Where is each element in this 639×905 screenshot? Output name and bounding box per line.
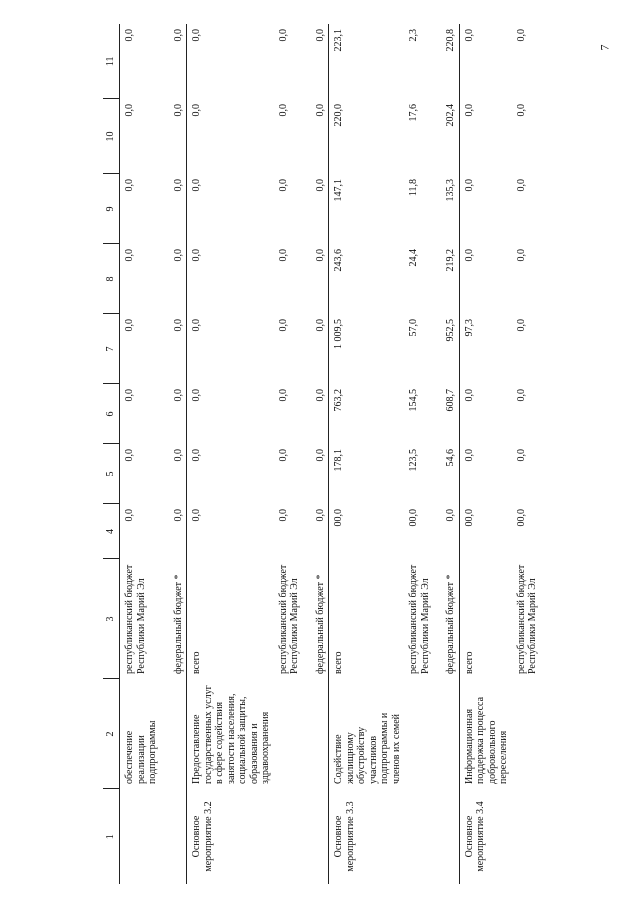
- col-header: 9: [103, 174, 120, 244]
- value-cell: 147,1: [329, 174, 405, 244]
- page-number: 7: [597, 44, 612, 51]
- value-cell: 0,0: [187, 504, 274, 559]
- table-row: [120, 24, 161, 884]
- measure-code-cell: [274, 789, 303, 884]
- funding-source-cell: всего: [329, 559, 405, 679]
- value-cell: 0,0: [124, 449, 135, 462]
- value-cell: 0,0: [515, 449, 527, 462]
- value-cell: 0,0: [314, 249, 326, 262]
- value-cell: 243,6: [329, 244, 405, 314]
- value-cell: 54,6: [445, 449, 456, 467]
- measure-name-cell: Содействие жилищному обустройству участников подпрограммы и членов их семей: [329, 679, 405, 789]
- value-cell: 00,0: [408, 509, 419, 527]
- measure-name-cell: [512, 679, 541, 789]
- value-cell: 0,0: [277, 449, 289, 462]
- measure-name-cell: [404, 679, 433, 789]
- value-cell: 952,5: [445, 319, 456, 342]
- value-cell: 0,0: [277, 509, 289, 522]
- funding-source-cell: федеральный бюджет *: [445, 574, 456, 674]
- value-cell: 0,0: [515, 29, 527, 42]
- table-row: [512, 24, 541, 884]
- value-cell: 0,0: [277, 249, 289, 262]
- measure-name-cell: Информационная поддержка процесса добровольного переселения: [459, 679, 512, 789]
- measure-name-cell: [433, 679, 459, 789]
- value-cell: 2,3: [408, 29, 419, 42]
- value-cell: 0,0: [172, 319, 184, 332]
- value-cell: 97,3: [459, 314, 512, 384]
- measure-name-cell: Предоставление государственных услуг в сфере содействия занятости населения, социальной защиты, образования и здравоохранения: [187, 679, 274, 789]
- value-cell: 0,0: [314, 449, 326, 462]
- value-cell: 0,0: [314, 104, 326, 117]
- table-row: [303, 24, 329, 884]
- table-row: [329, 24, 405, 884]
- value-cell: 0,0: [124, 319, 135, 332]
- table-row: [459, 24, 512, 884]
- value-cell: 00,0: [329, 504, 405, 559]
- funding-source-cell: всего: [459, 559, 512, 679]
- measure-code-cell: Основное мероприятие 3.2: [187, 789, 274, 884]
- value-cell: 0,0: [124, 104, 135, 117]
- value-cell: 0,0: [277, 319, 289, 332]
- measure-code-cell: Основное мероприятие 3.4: [459, 789, 512, 884]
- table-row: [274, 24, 303, 884]
- value-cell: 0,0: [172, 449, 184, 462]
- value-cell: 0,0: [515, 249, 527, 262]
- value-cell: 0,0: [187, 174, 274, 244]
- measure-code-cell: [512, 789, 541, 884]
- col-header: 11: [103, 24, 120, 99]
- table-row: [187, 24, 274, 884]
- col-header: 8: [103, 244, 120, 314]
- measure-code-cell: [120, 789, 161, 884]
- value-cell: 0,0: [124, 29, 135, 42]
- value-cell: 0,0: [314, 389, 326, 402]
- measure-name-cell: обеспечение реализации подпрограммы: [124, 720, 158, 784]
- table-row: [404, 24, 433, 884]
- value-cell: 0,0: [172, 104, 184, 117]
- value-cell: 223,1: [329, 24, 405, 99]
- table-row: [161, 24, 187, 884]
- value-cell: 0,0: [124, 179, 135, 192]
- value-cell: 178,1: [329, 444, 405, 504]
- funding-source-cell: республиканский бюджет Республики Марий Эл: [515, 564, 538, 674]
- value-cell: 202,4: [445, 104, 456, 127]
- funding-source-cell: республиканский бюджет Республики Марий Эл: [408, 564, 431, 674]
- value-cell: 24,4: [408, 249, 419, 267]
- value-cell: 608,7: [445, 389, 456, 412]
- value-cell: 0,0: [515, 179, 527, 192]
- value-cell: 0,0: [172, 179, 184, 192]
- funding-source-cell: всего: [187, 559, 274, 679]
- value-cell: 17,6: [408, 104, 419, 122]
- value-cell: 154,5: [408, 389, 419, 412]
- value-cell: 0,0: [515, 104, 527, 117]
- value-cell: 0,0: [277, 389, 289, 402]
- col-header: 1: [103, 789, 120, 884]
- value-cell: 0,0: [445, 509, 456, 522]
- value-cell: 135,3: [445, 179, 456, 202]
- value-cell: 763,2: [329, 384, 405, 444]
- value-cell: 0,0: [172, 249, 184, 262]
- budget-table: [103, 24, 541, 884]
- value-cell: 0,0: [172, 509, 184, 522]
- col-header: 10: [103, 99, 120, 174]
- value-cell: 0,0: [187, 444, 274, 504]
- value-cell: 0,0: [187, 99, 274, 174]
- value-cell: 00,0: [515, 509, 527, 527]
- measure-code-cell: [404, 789, 433, 884]
- table-row: [433, 24, 459, 884]
- measure-code-cell: [433, 789, 459, 884]
- value-cell: 0,0: [172, 389, 184, 402]
- header-row: [103, 24, 120, 884]
- value-cell: 0,0: [459, 174, 512, 244]
- col-header: 7: [103, 314, 120, 384]
- value-cell: 0,0: [459, 244, 512, 314]
- funding-source-cell: республиканский бюджет Республики Марий Эл: [277, 564, 300, 674]
- value-cell: 0,0: [314, 509, 326, 522]
- funding-source-cell: федеральный бюджет *: [314, 574, 326, 674]
- value-cell: 0,0: [459, 384, 512, 444]
- value-cell: 00,0: [459, 504, 512, 559]
- value-cell: 0,0: [124, 249, 135, 262]
- value-cell: 0,0: [187, 384, 274, 444]
- funding-source-cell: республиканский бюджет Республики Марий Эл: [124, 564, 147, 674]
- value-cell: 0,0: [172, 29, 184, 42]
- rotated-table-container: [103, 24, 538, 884]
- value-cell: 219,2: [445, 249, 456, 272]
- value-cell: 0,0: [124, 509, 135, 522]
- value-cell: 0,0: [314, 319, 326, 332]
- value-cell: 0,0: [187, 24, 274, 99]
- value-cell: 0,0: [459, 444, 512, 504]
- value-cell: 0,0: [314, 179, 326, 192]
- value-cell: 220,0: [329, 99, 405, 174]
- measure-code-cell: [303, 789, 329, 884]
- value-cell: 1 009,5: [329, 314, 405, 384]
- col-header: 5: [103, 444, 120, 504]
- value-cell: 0,0: [515, 319, 527, 332]
- col-header: 4: [103, 504, 120, 559]
- measure-code-cell: Основное мероприятие 3.3: [329, 789, 405, 884]
- col-header: 3: [103, 559, 120, 679]
- value-cell: 0,0: [459, 24, 512, 99]
- value-cell: 11,8: [408, 179, 419, 197]
- funding-source-cell: федеральный бюджет *: [172, 574, 184, 674]
- value-cell: 0,0: [459, 99, 512, 174]
- value-cell: 0,0: [314, 29, 326, 42]
- measure-code-cell: [161, 789, 187, 884]
- value-cell: 0,0: [277, 104, 289, 117]
- value-cell: 123,5: [408, 449, 419, 472]
- value-cell: 0,0: [187, 314, 274, 384]
- measure-name-cell: [274, 679, 303, 789]
- value-cell: 0,0: [515, 389, 527, 402]
- value-cell: 0,0: [277, 29, 289, 42]
- value-cell: 0,0: [124, 389, 135, 402]
- table-body: [120, 24, 541, 884]
- value-cell: 57,0: [408, 319, 419, 337]
- table-frame: [103, 24, 538, 884]
- value-cell: 0,0: [277, 179, 289, 192]
- value-cell: 220,8: [445, 29, 456, 52]
- value-cell: 0,0: [187, 244, 274, 314]
- col-header: 2: [103, 679, 120, 789]
- measure-name-cell: [303, 679, 329, 789]
- measure-name-cell: [161, 679, 187, 789]
- col-header: 6: [103, 384, 120, 444]
